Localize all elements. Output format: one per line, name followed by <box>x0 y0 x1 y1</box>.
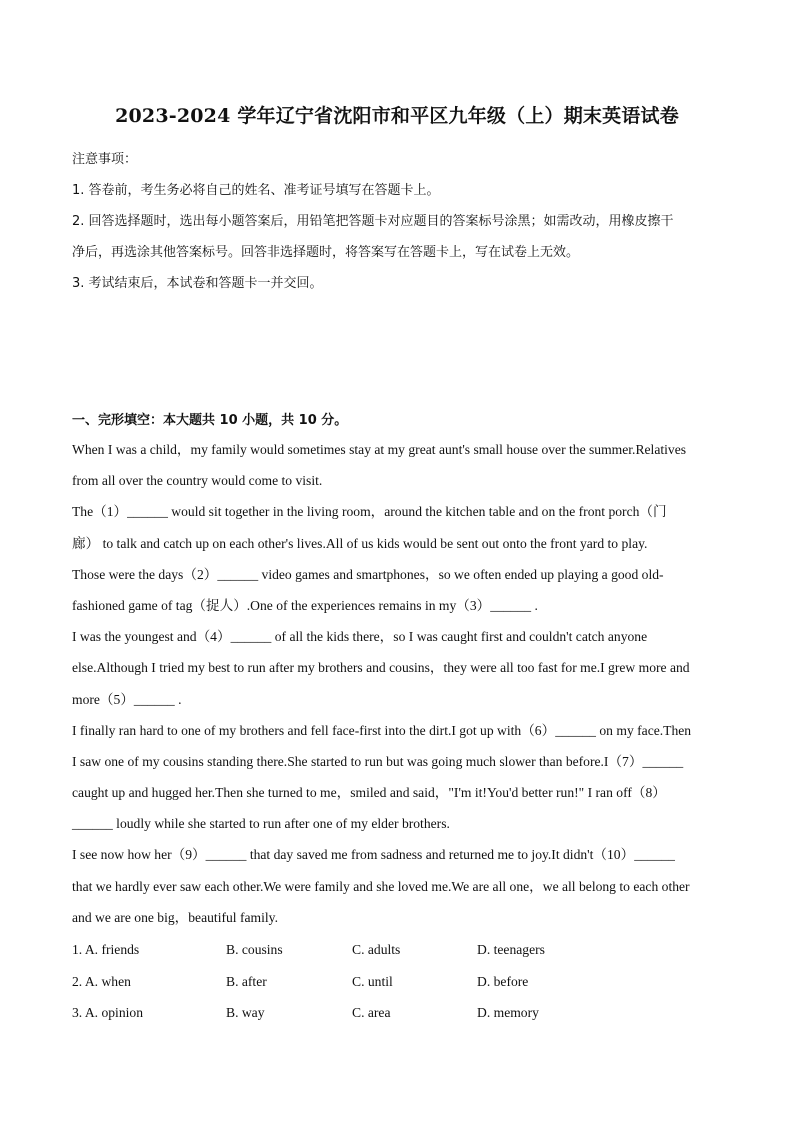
option-a: 1. A. friends <box>72 942 140 957</box>
cloze-passage <box>72 434 724 933</box>
option-b: B. after <box>226 973 267 989</box>
passage-line: When I was a child，my family would sometimes stay at my great aunt's small house over the summer.Relatives <box>72 442 687 457</box>
passage-line: I finally ran hard to one of my brothers and fell face-first into the dirt.I got up with（6）______ on my face.Then <box>72 722 692 738</box>
passage-line: from all over the country would come to visit. <box>72 473 323 489</box>
note-line: 净后，再选涂其他答案标号。回答非选择题时，将答案写在答题卡上，写在试卷上无效。 <box>72 245 580 260</box>
passage-line: that we hardly ever saw each other.We were family and she loved me.We are all one，we all belong to each other <box>72 878 690 894</box>
question-options-2 <box>72 966 732 998</box>
option-a: 2. A. when <box>72 973 131 989</box>
passage-line: I was the youngest and（4）______ of all the kids there，so I was caught first and couldn't catch anyone <box>72 629 648 645</box>
option-c: C. area <box>352 1005 391 1021</box>
passage-line: The（1）______ would sit together in the living room，around the kitchen table and on the front porch（门 <box>72 504 667 520</box>
passage-line: I see now how her（9）______ that day saved me from sadness and returned me to joy.It didn't（10）______ <box>72 847 675 863</box>
question-options-3 <box>72 997 732 1029</box>
note-line: 2. 回答选择题时，选出每小题答案后，用铅笔把答题卡对应题目的答案标号涂黑；如需改动，用橡皮擦干 <box>72 214 674 229</box>
option-b: B. way <box>226 1005 265 1021</box>
note-line: 3. 考试结束后，本试卷和答题卡一并交回。 <box>72 276 323 291</box>
notes-block <box>72 144 732 299</box>
passage-line: 廊） to talk and catch up on each other's lives.All of us kids would be sent out onto the front yard to play. <box>72 535 648 551</box>
option-c: C. until <box>352 973 393 989</box>
note-line: 1. 答卷前，考生务必将自己的姓名、准考证号填写在答题卡上。 <box>72 183 440 198</box>
section-heading: 一、完形填空：本大题共 10 小题，共 10 分。 <box>72 413 348 428</box>
option-d: D. memory <box>477 1005 539 1021</box>
option-c: C. adults <box>352 942 401 957</box>
passage-line: I saw one of my cousins standing there.She started to run but was going much slower than before.I（7）______ <box>72 753 684 769</box>
option-d: D. teenagers <box>477 942 545 957</box>
page-title: 2023-2024 学年辽宁省沈阳市和平区九年级（上）期末英语试卷 <box>115 105 679 127</box>
passage-line: more（5）______ . <box>72 691 182 707</box>
passage-line: else.Although I tried my best to run after my brothers and cousins，they were all too fast for me.I grew more and <box>72 660 690 676</box>
passage-line: caught up and hugged her.Then she turned to me，smiled and said，"I'm it!You'd better run!" I ran off（8） <box>72 785 666 801</box>
passage-line: fashioned game of tag（捉人）.One of the experiences remains in my（3）______ . <box>72 597 538 613</box>
option-b: B. cousins <box>226 942 283 957</box>
option-a: 3. A. opinion <box>72 1005 143 1021</box>
notes-heading: 注意事项： <box>72 152 138 167</box>
passage-line: Those were the days（2）______ video games and smartphones，so we often ended up playing a good old- <box>72 566 664 582</box>
passage-line: ______ loudly while she started to run after one of my elder brothers. <box>72 816 450 832</box>
option-d: D. before <box>477 973 529 989</box>
passage-line: and we are one big，beautiful family. <box>72 909 278 925</box>
question-options-1 <box>72 934 732 966</box>
answer-options <box>72 934 732 1029</box>
